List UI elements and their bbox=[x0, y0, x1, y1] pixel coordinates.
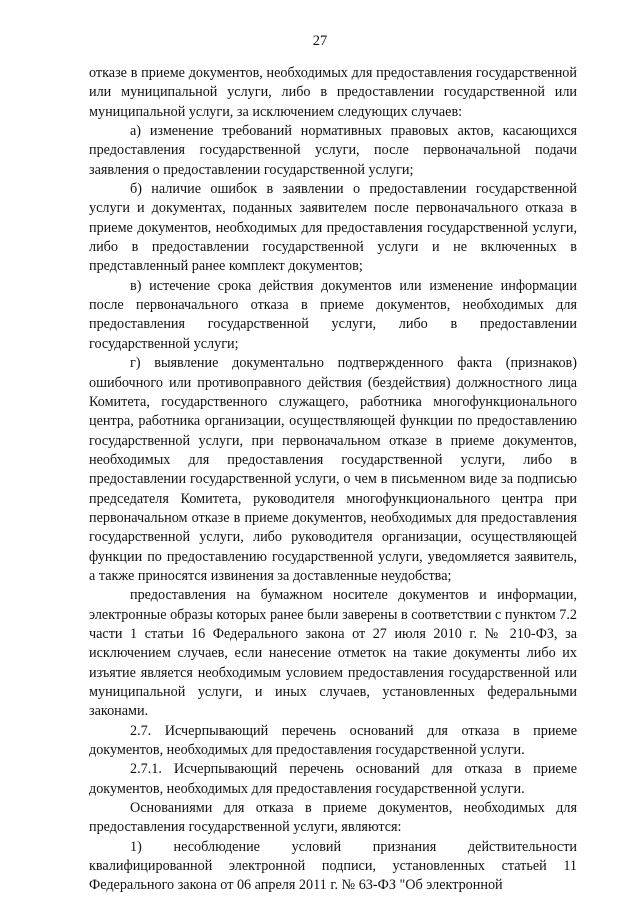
paragraph-paper-documents: предоставления на бумажном носителе документов и информации, электронные образы которых ранее были заверены в соответствии с пунктом 7.2 части 1 статьи 16 Федерального закона от 27 июля 2010 г. № 210-ФЗ, за исключением случаев, если нанесение отметок на такие документы либо их изъятие является необходимым условием предоставления государственной или муниципальной услуги, и иных случаев, установленных федеральными законами. bbox=[89, 587, 577, 720]
paragraph-item-g: г) выявление документально подтвержденного факта (признаков) ошибочного или противоправного действия (бездействия) должностного лица Комитета, государственного служащего, работника многофункционального центра, работника организации, осуществляющей функции по предоставлению государственной услуги, при первоначальном отказе в приеме документов, необходимых для предоставления государственной услуги, либо в предоставлении государственной услуги, о чем в письменном виде за подписью председателя Комитета, руководителя многофункционального центра при первоначальном отказе в приеме документов, необходимых для предоставления государственной услуги, либо руководителя организации, осуществляющей функции по предоставлению государственной услуги, уведомляется заявитель, а также приносятся извинения за доставленные неудобства; bbox=[89, 355, 577, 584]
page-number: 27 bbox=[312, 33, 328, 49]
paragraph-item-b: б) наличие ошибок в заявлении о предоставлении государственной услуги и документах, поданных заявителем после первоначального отказа в приеме документов, необходимых для предоставления государственной услуги, либо в предоставлении государственной услуги и не включенных в представленный ранее комплект документов; bbox=[89, 181, 577, 275]
paragraph-item-v: в) истечение срока действия документов или изменение информации после первоначального отказа в приеме документов, необходимых для предоставления государственной услуги, либо в предоставлении государственной услуги; bbox=[89, 277, 577, 352]
paragraph-continuation: отказе в приеме документов, необходимых для предоставления государственной или муниципальной услуги, либо в предоставлении государственной или муниципальной услуги, за исключением следующих случаев: bbox=[89, 65, 577, 120]
paragraph-item-1: 1) несоблюдение условий признания действительности квалифицированной электронной подписи, установленных статьей 11 Федерального закона от 06 апреля 2011 г. № 63-ФЗ "Об электронной bbox=[89, 838, 577, 894]
paragraph-item-a: а) изменение требований нормативных правовых актов, касающихся предоставления государственной услуги, после первоначальной подачи заявления о предоставлении государственной услуги; bbox=[89, 123, 577, 178]
document-body bbox=[89, 64, 577, 896]
paragraph-section-2-7-1: 2.7.1. Исчерпывающий перечень оснований для отказа в приеме документов, необходимых для предоставления государственной услуги. bbox=[89, 761, 577, 797]
paragraph-section-2-7: 2.7. Исчерпывающий перечень оснований для отказа в приеме документов, необходимых для предоставления государственной услуги. bbox=[89, 722, 577, 759]
paragraph-grounds-intro: Основаниями для отказа в приеме документов, необходимых для предоставления государственной услуги, являются: bbox=[89, 800, 577, 836]
